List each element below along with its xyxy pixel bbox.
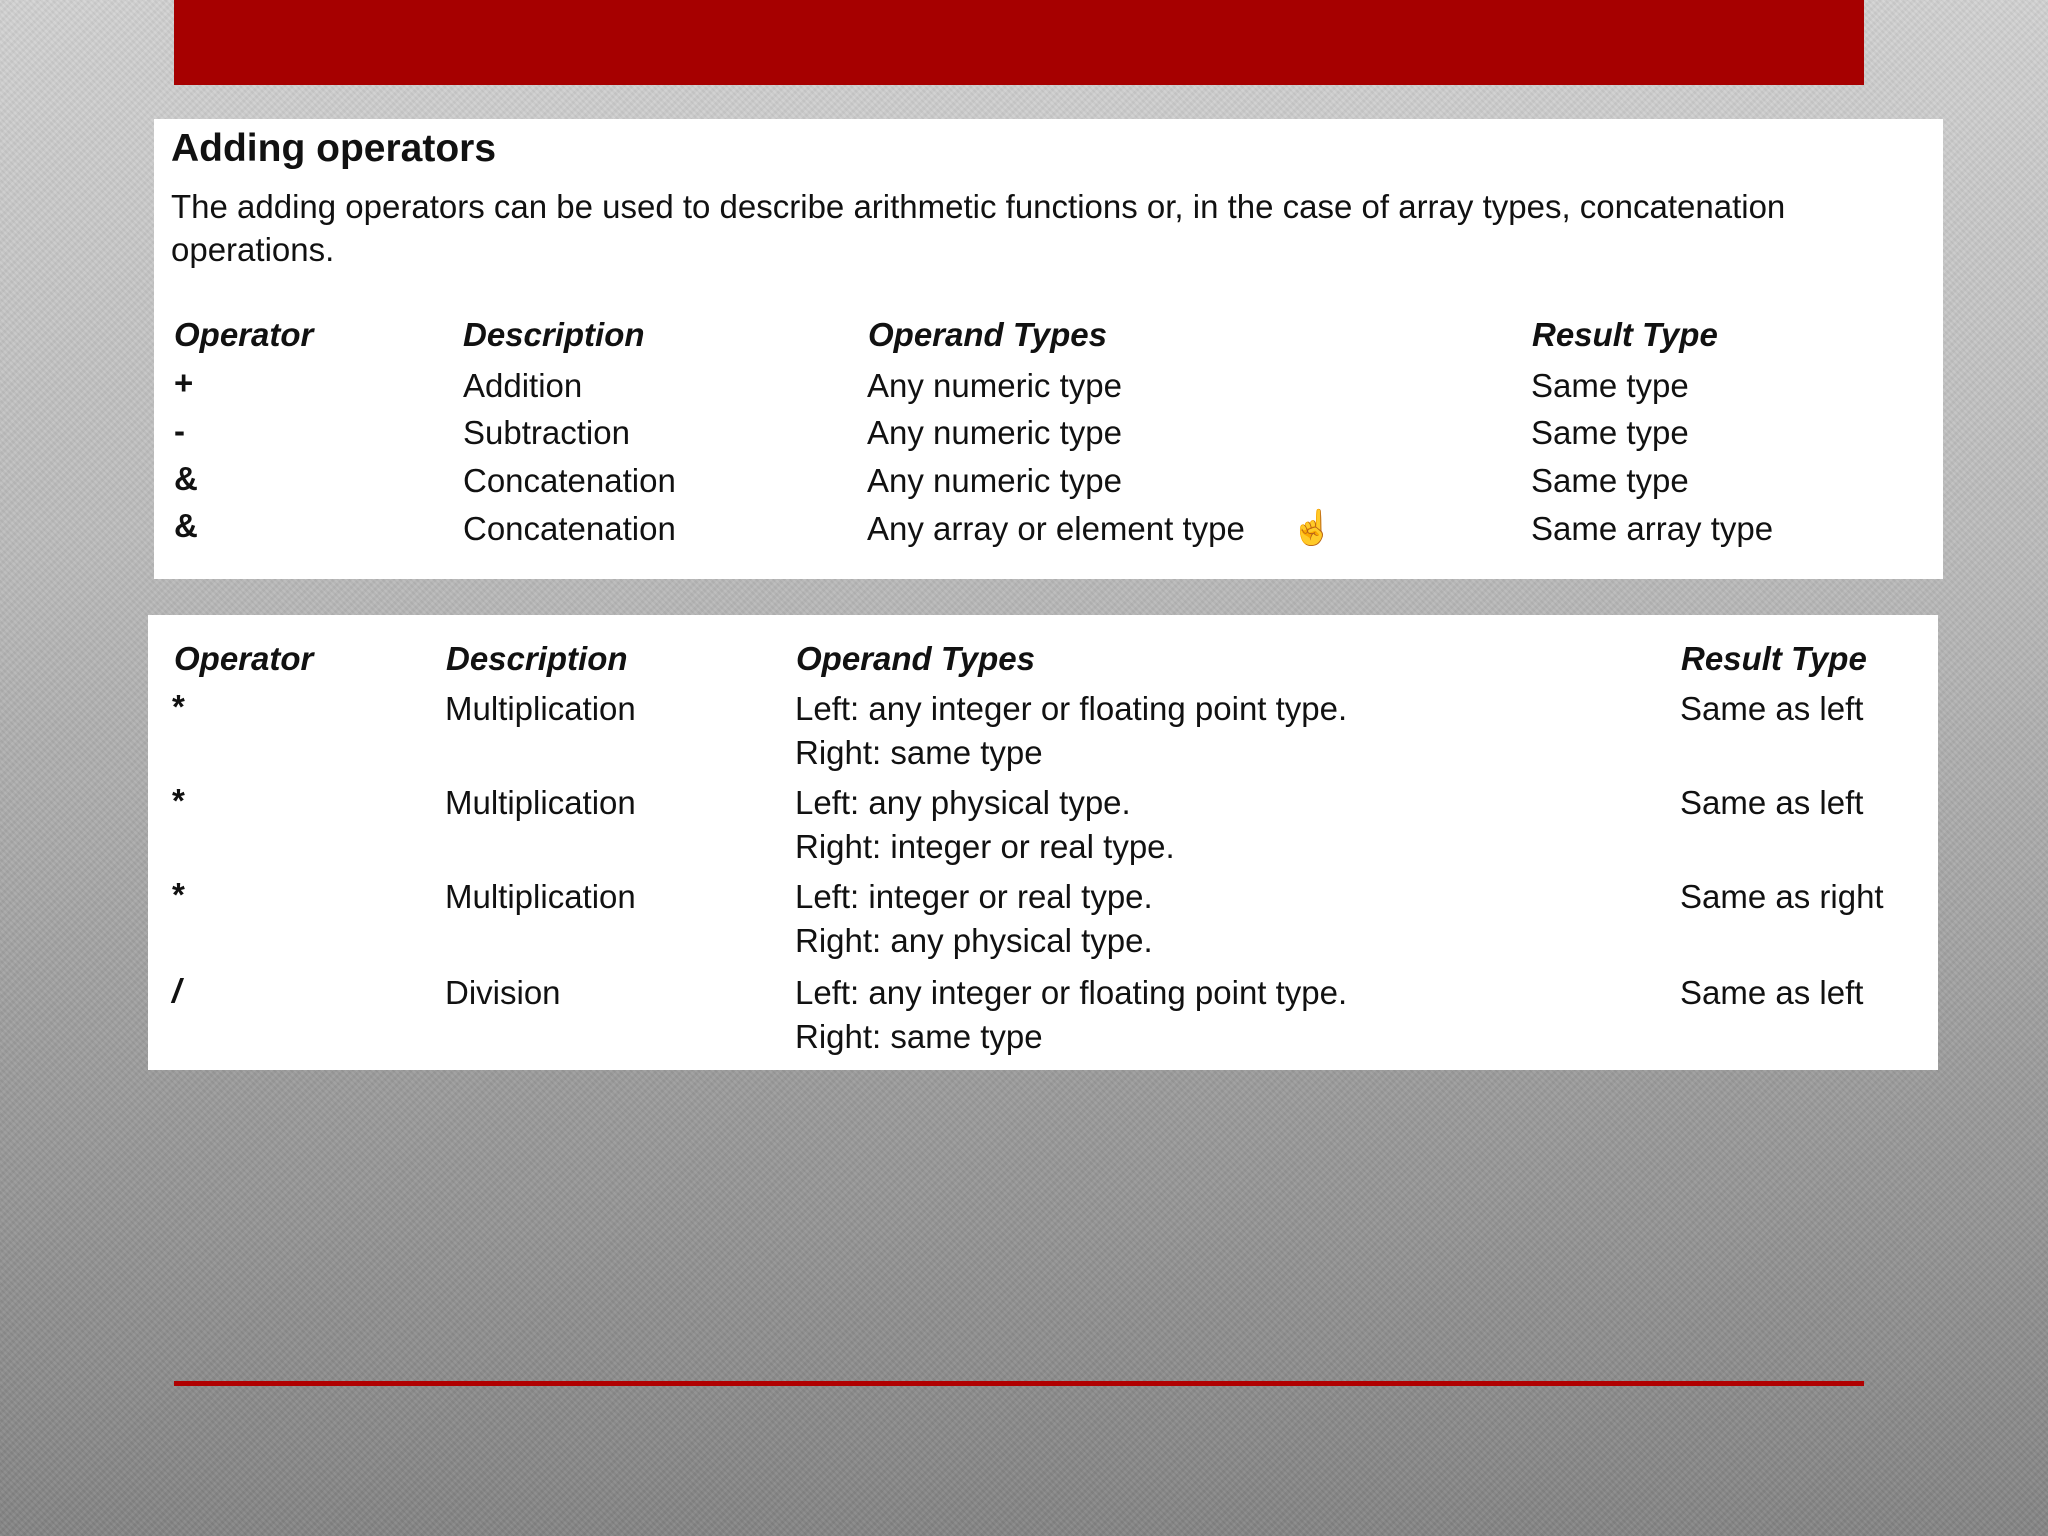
result-type-cell: Same type bbox=[1531, 367, 1689, 404]
operator-cell: & bbox=[174, 460, 198, 497]
operator-cell: + bbox=[174, 364, 194, 401]
operator-cell: * bbox=[172, 782, 185, 819]
description-cell: Concatenation bbox=[463, 462, 676, 499]
multiplying-operators-panel bbox=[148, 615, 1938, 1070]
operator-cell: * bbox=[172, 688, 185, 725]
operator-cell: * bbox=[172, 876, 185, 913]
operand-types-right: Right: same type bbox=[795, 1018, 1043, 1055]
operator-cell: & bbox=[174, 507, 198, 544]
section-intro: The adding operators can be used to describe arithmetic functions or, in the case of array types, concatenation operations. bbox=[171, 188, 1786, 268]
result-type-cell: Same as right bbox=[1680, 878, 1884, 915]
operand-types-cell: Any numeric type bbox=[867, 367, 1122, 404]
header-operand-types: Operand Types bbox=[796, 640, 1036, 677]
header-result-type: Result Type bbox=[1532, 316, 1718, 353]
header-description: Description bbox=[446, 640, 628, 677]
description-cell: Multiplication bbox=[445, 784, 636, 821]
adding-operators-panel bbox=[154, 119, 1943, 579]
header-operator: Operator bbox=[174, 316, 314, 353]
header-operator: Operator bbox=[174, 640, 314, 677]
hand-pointer-icon: ☝ bbox=[1291, 509, 1334, 547]
description-cell: Concatenation bbox=[463, 510, 676, 547]
operand-types-right: Right: integer or real type. bbox=[795, 828, 1175, 865]
description-cell: Division bbox=[445, 974, 561, 1011]
section-title: Adding operators bbox=[171, 127, 497, 170]
operand-types-left: Left: any physical type. bbox=[795, 784, 1131, 821]
footer-rule bbox=[174, 1381, 1864, 1386]
result-type-cell: Same type bbox=[1531, 462, 1689, 499]
operand-types-left: Left: any integer or floating point type. bbox=[795, 974, 1348, 1011]
result-type-cell: Same as left bbox=[1680, 974, 1864, 1011]
operand-types-cell: Any numeric type bbox=[867, 414, 1122, 451]
operand-types-cell: Any array or element type bbox=[867, 510, 1245, 547]
operand-types-left: Left: any integer or floating point type. bbox=[795, 690, 1348, 727]
operand-types-cell: Any numeric type bbox=[867, 462, 1122, 499]
result-type-cell: Same as left bbox=[1680, 690, 1864, 727]
operand-types-right: Right: any physical type. bbox=[795, 922, 1153, 959]
operator-cell: - bbox=[174, 412, 185, 449]
header-result-type: Result Type bbox=[1681, 640, 1867, 677]
operand-types-left: Left: integer or real type. bbox=[795, 878, 1153, 915]
operand-types-right: Right: same type bbox=[795, 734, 1043, 771]
header-description: Description bbox=[463, 316, 645, 353]
description-cell: Addition bbox=[463, 367, 583, 404]
description-cell: Multiplication bbox=[445, 878, 636, 915]
result-type-cell: Same as left bbox=[1680, 784, 1864, 821]
header-operand-types: Operand Types bbox=[868, 316, 1108, 353]
description-cell: Multiplication bbox=[445, 690, 636, 727]
title-bar bbox=[174, 0, 1864, 85]
result-type-cell: Same array type bbox=[1531, 510, 1774, 547]
description-cell: Subtraction bbox=[463, 414, 630, 451]
operator-cell: / bbox=[172, 972, 182, 1009]
result-type-cell: Same type bbox=[1531, 414, 1689, 451]
